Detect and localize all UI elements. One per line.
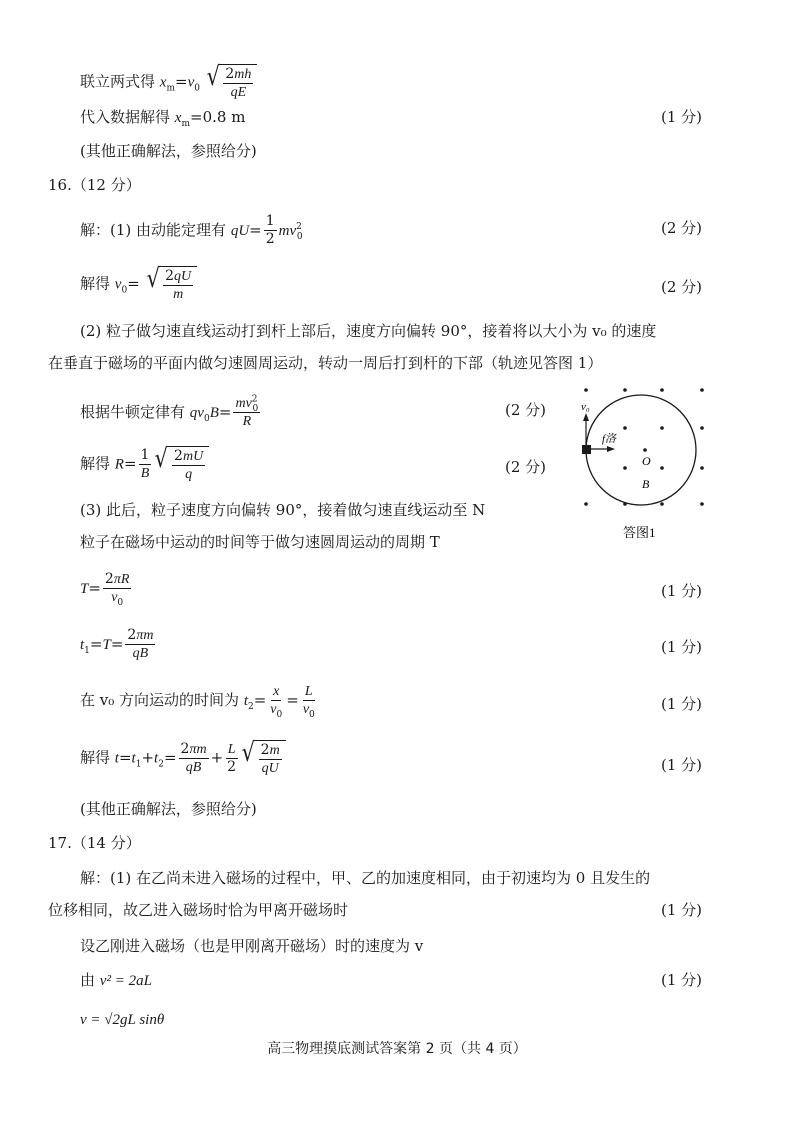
- para-2-line-2: 在垂直于磁场的平面内做匀速圆周运动，转动一周后打到杆的下部（轨迹见答图 1）: [48, 354, 603, 372]
- eq-v-solution: v = √2gL sinθ: [80, 1012, 165, 1028]
- note-other-methods-2: (其他正确解法，参照给分): [80, 800, 257, 818]
- q17-para-1-line-2: 位移相同，故乙进入磁场时恰为甲离开磁场时: [48, 901, 349, 919]
- eq-lead-text: 联立两式得: [80, 72, 156, 91]
- v0-arrow-icon: [583, 413, 589, 421]
- eq-v-squared: 由 v² = 2aL: [80, 971, 152, 989]
- force-arrow-icon: [607, 446, 615, 452]
- figure-caption: 答图1: [623, 525, 656, 540]
- score-8: (1 分): [660, 695, 702, 713]
- para-3-line-1: (3) 此后，粒子速度方向偏转 90°，接着做匀速直线运动至 N: [80, 501, 486, 519]
- eq-total-time: 解得 $t=t_1+t_2=$ $\frac{2\pi m}{qB}$ + $\frac{L}{2}$ √ $\frac{2m}{qU}$: [80, 740, 286, 777]
- question-16-header: 16.（12 分）: [48, 176, 141, 194]
- para-2-line-1: (2) 粒子做匀速直线运动打到杆上部后，速度方向偏转 90°，接着将以大小为 v₀ 的速度: [80, 322, 657, 340]
- eq-t2: 在 v₀ 方向运动的时间为 $t_2=$ $\frac{x}{v_0}$ = $\frac{L}{v_0}$: [80, 684, 315, 721]
- q17-para-1-line-1: 解：(1) 在乙尚未进入磁场的过程中，甲、乙的加速度相同，由于初速均为 0 且发生的: [80, 869, 651, 887]
- score-11: (1 分): [660, 971, 702, 989]
- score-3: (2 分): [660, 278, 702, 296]
- eq-t1: $t_1=T=$ $\frac{2\pi m}{qB}$: [80, 627, 154, 662]
- score-4: (2 分): [504, 401, 546, 419]
- score-9: (1 分): [660, 756, 702, 774]
- score-10: (1 分): [660, 901, 702, 919]
- score-6: (1 分): [660, 582, 702, 600]
- score-5: (2 分): [504, 458, 546, 476]
- score-2: (2 分): [660, 219, 702, 237]
- score-1: (1 分): [660, 108, 702, 126]
- para-3-line-2: 粒子在磁场中运动的时间等于做匀速圆周运动的周期 T: [80, 533, 440, 551]
- eq-newton-law: 根据牛顿定律有 $qv_0B=$ $\frac{mv^2_0}{R}$: [80, 394, 259, 430]
- note-other-methods: (其他正确解法，参照给分): [80, 142, 257, 160]
- label-v0: v₀: [581, 401, 590, 413]
- label-B: B: [642, 477, 650, 491]
- particle-square: [582, 445, 591, 454]
- eq-xm-combined: 联立两式得 $x_m=v_0$ √ $\frac{2mh}{qE}$: [80, 64, 257, 101]
- page-footer: 高三物理摸底测试答案第 2 页（共 4 页）: [267, 1041, 527, 1057]
- score-7: (1 分): [660, 638, 702, 656]
- circular-trajectory: [586, 395, 696, 505]
- label-O: O: [642, 454, 651, 468]
- eq-period: T= $\frac{2\pi R}{v_0}$: [80, 571, 130, 609]
- answer-figure-1: [570, 380, 720, 545]
- eq-kinetic-energy: 解：(1) 由动能定理有 qU= $\frac{1}{2}$ $mv^2_0$: [80, 213, 303, 248]
- q17-para-2: 设乙刚进入磁场（也是甲刚离开磁场）时的速度为 v: [80, 937, 424, 955]
- eq-xm-value: 代入数据解得 $x_m=0.8$ m: [80, 108, 246, 129]
- question-17-header: 17.（14 分）: [48, 834, 141, 852]
- label-f: f洛: [602, 433, 617, 445]
- eq-v0-solution: 解得 $v_0=$ √ $\frac{2qU}{m}$: [80, 266, 197, 303]
- eq-radius-solution: 解得 R= $\frac{1}{B}$ √ $\frac{2mU}{q}$: [80, 446, 209, 483]
